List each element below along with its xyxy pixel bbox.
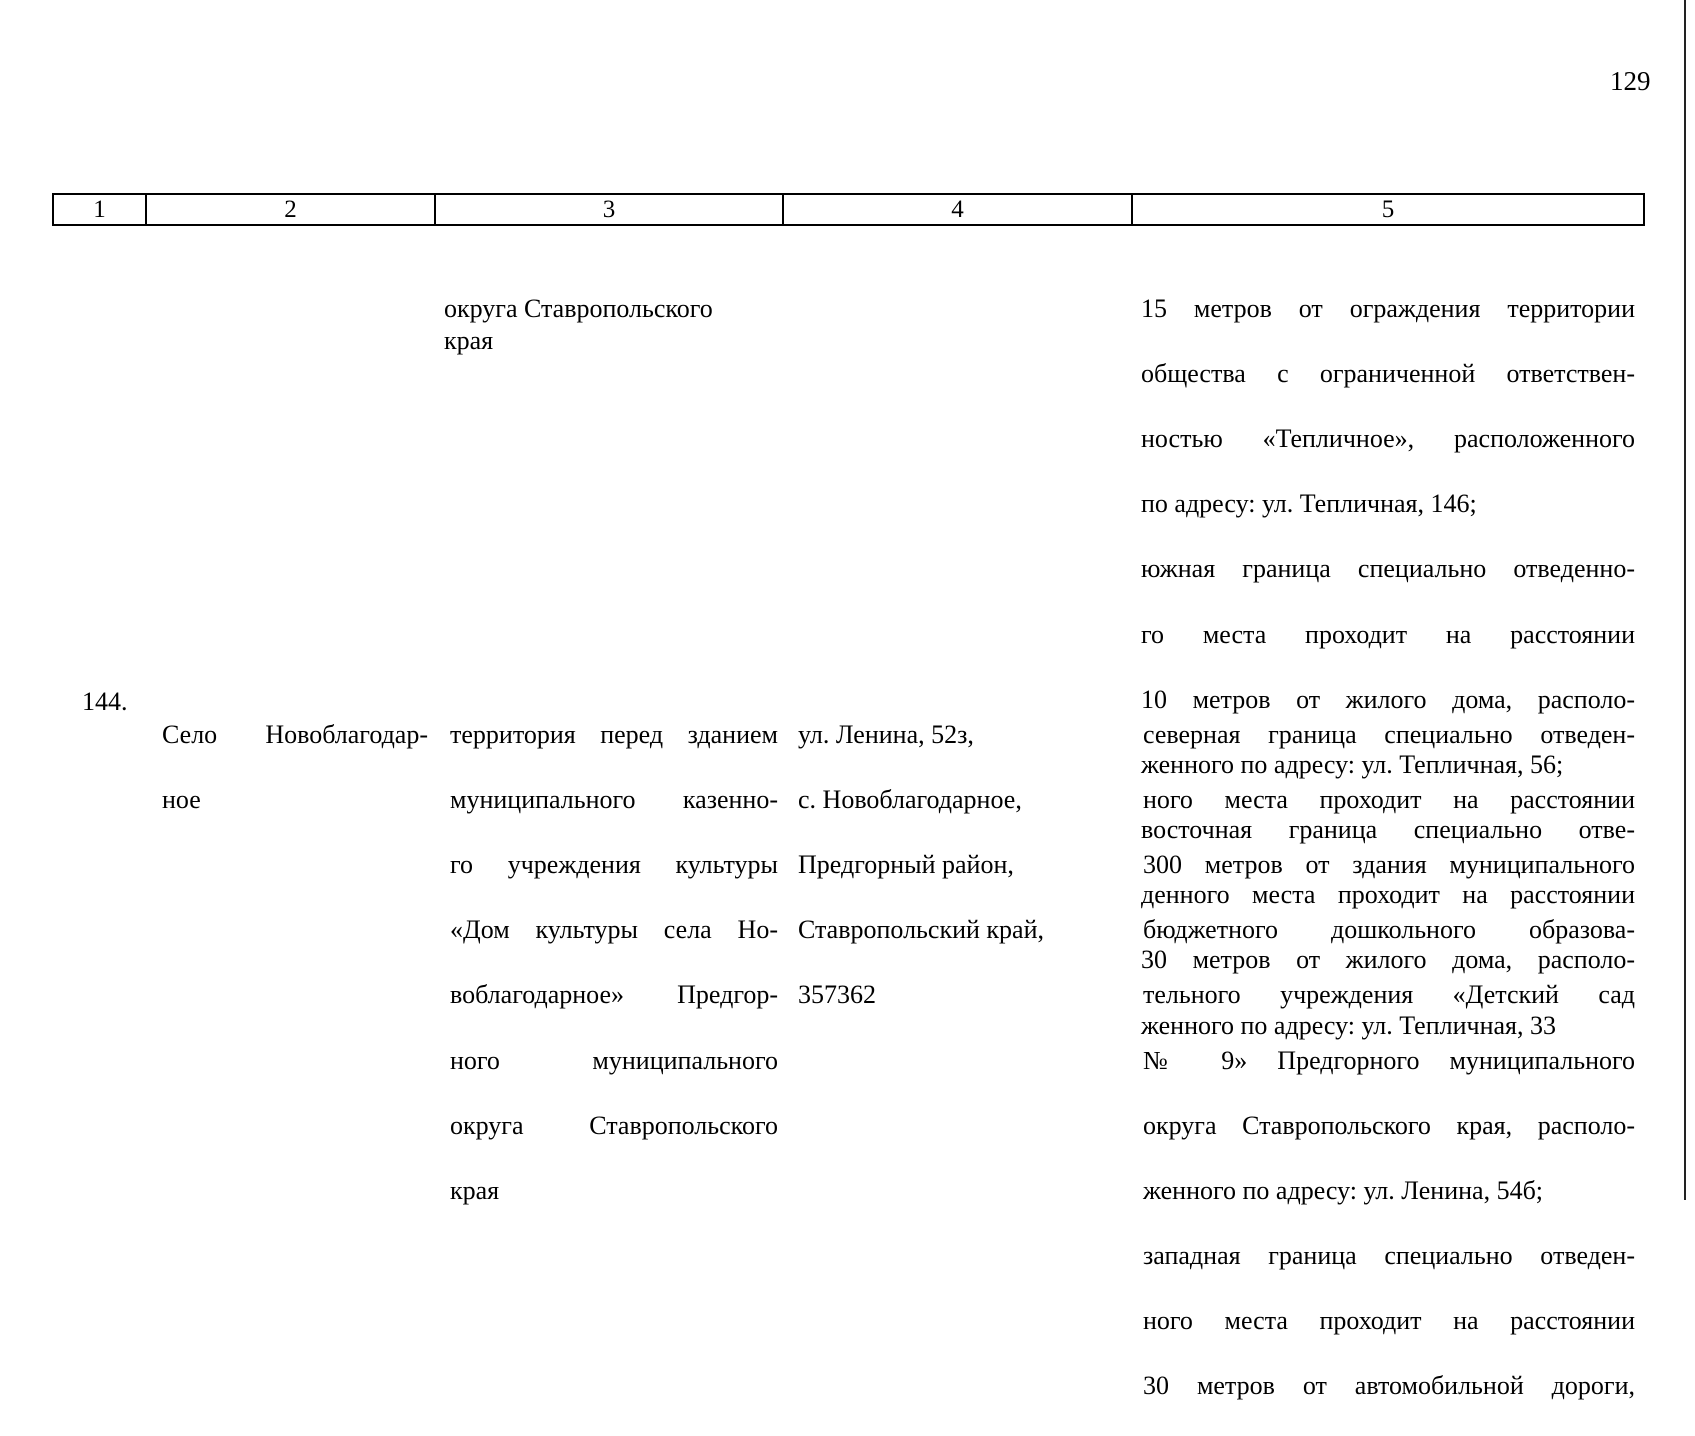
text-line: округа Ставропольского края [444,293,713,356]
text-line: по адресу: ул. Тепличная, 146; [1141,489,1477,519]
text-line: 30 метров от жилого дома, располо- [1141,945,1635,975]
header-col-1: 1 [93,196,106,223]
text-line: западная граница специально отведен- [1143,1241,1635,1271]
text-line: ного места проходит на расстоянии [1143,1306,1635,1336]
text-line: восточная граница специально отве- [1141,815,1635,845]
text-line: женного по адресу: ул. Ленина, 54б; [1143,1175,1544,1205]
text-line: го учреждения культуры [450,849,778,879]
table-header [52,193,1645,226]
text-line: женного по адресу: ул. Тепличная, 56; [1141,749,1564,779]
text-line: 300 метров от здания муниципального [1143,849,1635,879]
text-line: № 9» Предгорного муниципального [1143,1045,1635,1075]
text-line: муниципального казенно- [450,784,778,814]
header-col-2: 2 [145,195,434,224]
text-line: округа Ставропольского [450,1110,778,1140]
text-line: воблагодарное» Предгор- [450,980,778,1010]
text-line: женного по адресу: ул. Тепличная, 33 [1141,1010,1557,1040]
text-line: бюджетного дошкольного образова- [1143,915,1635,945]
text-line: ного муниципального [450,1045,778,1075]
text-line: общества с ограниченной ответствен- [1141,358,1635,388]
text-line: северная граница специально отведен- [1143,719,1635,749]
text-line: Предгорный район, [798,849,1014,879]
header-col-5: 5 [1131,195,1643,224]
continuation-place [444,260,772,390]
header-col-3: 3 [434,195,782,224]
text-line: Ставропольский край, [798,915,1044,945]
text-line: 15 метров от ограждения территории [1141,293,1635,323]
header-col-4: 4 [782,195,1131,224]
text-line: 10 метров от жилого дома, располо- [1141,684,1635,714]
text-line: денного места проходит на расстоянии [1141,880,1635,910]
text-line: Село Новоблагодар- [162,719,428,749]
text-line: го места проходит на расстоянии [1141,619,1635,649]
place-description [450,686,778,1240]
text-line: ностью «Тепличное», расположенного [1141,423,1635,453]
boundary-description [1143,686,1635,1436]
page-edge [1684,0,1686,1200]
text-line: ного места проходит на расстоянии [1143,784,1635,814]
text-line: края [450,1175,500,1205]
text-line: 30 метров от автомобильной дороги, [1143,1371,1635,1401]
text-line: «Дом культуры села Но- [450,915,778,945]
settlement-name [162,686,428,849]
text-line: округа Ставропольского края, располо- [1143,1110,1635,1140]
page-number: 129 [1610,66,1651,96]
text-line: ул. Ленина, 52з, [798,719,974,749]
text-line: 357362 [798,980,876,1010]
text-line: с. Новоблагодарное, [798,784,1022,814]
row-number: 144. [82,687,128,716]
text-line: южная граница специально отведенно- [1141,554,1635,584]
text-line: ное [162,784,201,814]
text-line: тельного учреждения «Детский сад [1143,980,1635,1010]
address [798,686,1098,1045]
text-line: территория перед зданием [450,719,778,749]
